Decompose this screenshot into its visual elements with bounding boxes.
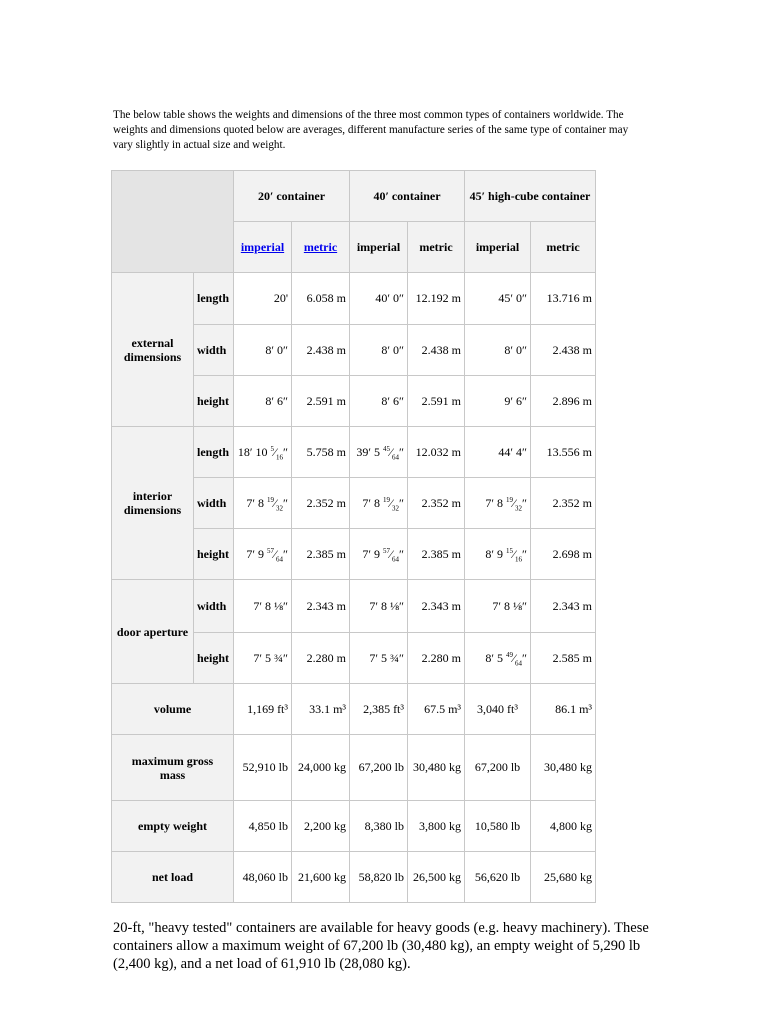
table-cell: 3,800 kg [408,801,465,852]
table-cell: 56,620 lb [465,852,531,903]
table-cell: 67,200 lb [465,735,531,801]
table-cell: 9′ 6″ [465,376,531,427]
table-cell: 52,910 lb [234,735,292,801]
table-cell: 7′ 8 ⅛″ [350,580,408,633]
table-cell: 2.352 m [292,478,350,529]
table-cell: 2.352 m [531,478,596,529]
unit-imperial: imperial [465,222,531,273]
row-label-net-load: net load [112,852,234,903]
table-cell: 45′ 0″ [465,273,531,325]
table-cell: 2.591 m [292,376,350,427]
table-cell: 58,820 lb [350,852,408,903]
table-cell: 7′ 8 ⅛″ [465,580,531,633]
table-row [112,852,596,903]
table-cell: 8′ 6″ [350,376,408,427]
table-row [112,684,596,735]
row-label: width [194,325,234,376]
table-cell: 33.1 m³ [292,684,350,735]
table-cell: 2.280 m [292,633,350,684]
table-cell: 39′ 5 $^{45}⁄_{64}''$ [350,427,408,478]
table-cell: 8′ 0″ [234,325,292,376]
table-cell: 67,200 lb [350,735,408,801]
table-corner [112,171,234,273]
table-cell: 2.896 m [531,376,596,427]
row-label-empty-weight: empty weight [112,801,234,852]
table-cell: 24,000 kg [292,735,350,801]
table-cell: 5.758 m [292,427,350,478]
header-20ft: 20′ container [234,171,350,222]
table-cell: 3,040 ft³ [465,684,531,735]
header-40ft: 40′ container [350,171,465,222]
group-label-door: door aperture [112,580,194,684]
table-cell: 2.698 m [531,529,596,580]
table-cell: 7′ 8 ⅛″ [234,580,292,633]
table-cell: 6.058 m [292,273,350,325]
unit-imperial: imperial [350,222,408,273]
table-cell: 21,600 kg [292,852,350,903]
table-cell: 7′ 9 $^{57}⁄_{64}''$ [234,529,292,580]
table-cell: 2.343 m [408,580,465,633]
table-cell: 12.032 m [408,427,465,478]
table-cell: 2.280 m [408,633,465,684]
table-cell: 2.438 m [408,325,465,376]
table-row [112,273,596,325]
table-cell: 26,500 kg [408,852,465,903]
table-cell: 2.352 m [408,478,465,529]
table-row [112,427,596,478]
group-label-interior: interior dimensions [112,427,194,580]
table-cell: 7′ 5 ¾″ [350,633,408,684]
heavy-tested-note: 20-ft, "heavy tested" containers are available for heavy goods (e.g. heavy machinery). These containers allow a maximum weight of 67,200 lb (30,480 kg), an empty weight of 5,290 lb (2,400 kg), and a net load of 61,910 lb (28,080 kg). [113,920,649,972]
table-cell: 13.716 m [531,273,596,325]
table-cell: 2.438 m [531,325,596,376]
unit-imperial-link[interactable]: imperial [234,222,292,273]
row-label-volume: volume [112,684,234,735]
table-cell: 8,380 lb [350,801,408,852]
table-cell: 30,480 kg [531,735,596,801]
table-cell: 8′ 0″ [350,325,408,376]
row-label: height [194,529,234,580]
table-cell: 7′ 8 $^{19}⁄_{32}''$ [465,478,531,529]
table-cell: 4,800 kg [531,801,596,852]
row-label: height [194,376,234,427]
table-cell: 10,580 lb [465,801,531,852]
header-45ft-high-cube: 45′ high-cube container [465,171,596,222]
table-cell: 1,169 ft³ [234,684,292,735]
unit-metric: metric [531,222,596,273]
table-row [112,735,596,801]
table-cell: 8′ 9 $^{15}⁄_{16}''$ [465,529,531,580]
row-label: width [194,478,234,529]
table-row [112,801,596,852]
unit-metric: metric [408,222,465,273]
table-cell: 7′ 8 $^{19}⁄_{32}''$ [350,478,408,529]
table-cell: 67.5 m³ [408,684,465,735]
table-cell: 2.385 m [292,529,350,580]
row-label: height [194,633,234,684]
row-label: width [194,580,234,633]
table-cell: 30,480 kg [408,735,465,801]
table-cell: 2.343 m [292,580,350,633]
table-cell: 2.585 m [531,633,596,684]
table-cell: 40′ 0″ [350,273,408,325]
table-cell: 2,200 kg [292,801,350,852]
table-cell: 13.556 m [531,427,596,478]
table-cell: 2.438 m [292,325,350,376]
table-cell: 8′ 5 $^{49}⁄_{64}''$ [465,633,531,684]
container-specs-table [111,170,596,903]
row-label: length [194,427,234,478]
table-cell: 7′ 8 $^{19}⁄_{32}''$ [234,478,292,529]
table-cell: 2,385 ft³ [350,684,408,735]
table-cell: 2.591 m [408,376,465,427]
table-cell: 86.1 m³ [531,684,596,735]
table-cell: 8′ 0″ [465,325,531,376]
table-cell: 7′ 9 $^{57}⁄_{64}''$ [350,529,408,580]
table-cell: 12.192 m [408,273,465,325]
table-cell: 7′ 5 ¾″ [234,633,292,684]
table-row [112,580,596,633]
table-cell: 20' [234,273,292,325]
row-label-gross-mass: maximum gross mass [112,735,234,801]
table-cell: 8′ 6″ [234,376,292,427]
table-cell: 48,060 lb [234,852,292,903]
table-cell: 2.385 m [408,529,465,580]
group-label-external: external dimensions [112,273,194,427]
intro-paragraph: The below table shows the weights and dimensions of the three most common types of containers worldwide. The weights and dimensions quoted below are averages, different manufacture series of the same type of container may vary slightly in actual size and weight. [113,109,629,151]
table-cell: 44′ 4″ [465,427,531,478]
table-cell: 2.343 m [531,580,596,633]
table-cell: 18′ 10 $^5⁄_{16}''$ [234,427,292,478]
row-label: length [194,273,234,325]
unit-metric-link[interactable]: metric [292,222,350,273]
table-cell: 4,850 lb [234,801,292,852]
table-cell: 25,680 kg [531,852,596,903]
